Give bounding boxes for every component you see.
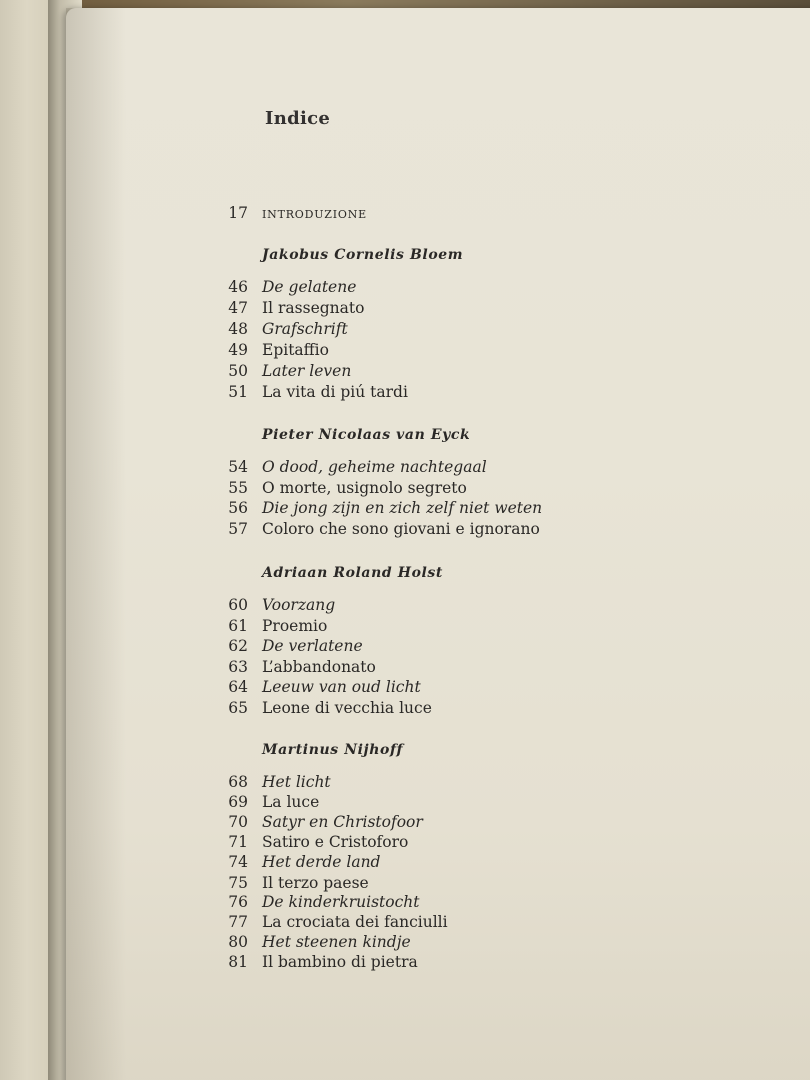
page-title: Indice [265, 108, 331, 129]
entry-page-number: 71 [228, 833, 248, 851]
entry-title: Epitaffio [262, 341, 329, 359]
entry-title: La vita di piú tardi [262, 383, 408, 401]
index-entry [200, 360, 760, 382]
entry-page-number: 49 [228, 341, 248, 359]
entry-title: Il rassegnato [262, 299, 365, 317]
entry-page-number: 47 [228, 299, 248, 317]
entry-page-number: 51 [228, 383, 248, 401]
entry-title: Het licht [262, 773, 331, 791]
entry-page-number: 64 [228, 678, 248, 696]
entry-title: Proemio [262, 617, 328, 635]
index-entry [200, 594, 760, 616]
entry-page-number: 75 [228, 874, 248, 892]
section-author: Jakobus Cornelis Bloem [262, 247, 464, 263]
index-entry [200, 676, 760, 698]
entry-title: O morte, usignolo segreto [262, 479, 467, 497]
entry-page-number: 56 [228, 499, 248, 517]
index-entry [200, 911, 760, 933]
index-entry [200, 381, 760, 403]
entry-title: Voorzang [262, 596, 336, 614]
section-author: Pieter Nicolaas van Eyck [262, 427, 471, 443]
index-entry [200, 615, 760, 637]
index-entry [200, 831, 760, 853]
entry-title: De gelatene [262, 278, 357, 296]
entry-title: Coloro che sono giovani e ignorano [262, 520, 540, 538]
index-entry [200, 318, 760, 340]
index-entry [200, 456, 760, 478]
entry-title: Het steenen kindje [262, 933, 411, 951]
index-entry [200, 771, 760, 793]
index-entry [200, 791, 760, 813]
entry-title: L’abbandonato [262, 658, 376, 676]
entry-page-number: 48 [228, 320, 248, 338]
entry-page-number: 55 [228, 479, 248, 497]
entry-page-number: 46 [228, 278, 248, 296]
entry-title: Satyr en Christofoor [262, 813, 423, 831]
entry-page-number: 54 [228, 458, 248, 476]
index-entry [200, 931, 760, 953]
entry-title: Il bambino di pietra [262, 953, 418, 971]
index-entry [200, 518, 760, 540]
entry-page-number: 50 [228, 362, 248, 380]
entry-title: Het derde land [262, 853, 381, 871]
entry-page-number: 74 [228, 853, 248, 871]
index-entry [200, 951, 760, 973]
entry-page-number: 60 [228, 596, 248, 614]
section-author: Martinus Nijhoff [262, 742, 404, 758]
index-entry [200, 891, 760, 913]
index-entry [200, 339, 760, 361]
entry-title: La luce [262, 793, 320, 811]
entry-title: La crociata dei fanciulli [262, 913, 448, 931]
entry-title: Leeuw van oud licht [262, 678, 421, 696]
section-author: Adriaan Roland Holst [262, 565, 443, 581]
index-entry [200, 297, 760, 319]
entry-page-number: 80 [228, 933, 248, 951]
index-entry [200, 656, 760, 678]
entry-title: De kinderkruistocht [262, 893, 420, 911]
entry-page-number: 62 [228, 637, 248, 655]
index-entry [200, 477, 760, 499]
entry-title: Grafschrift [262, 320, 348, 338]
index-entry [200, 635, 760, 657]
entry-title: Satiro e Cristoforo [262, 833, 409, 851]
index-entry [200, 497, 760, 519]
entry-page-number: 63 [228, 658, 248, 676]
entry-title: De verlatene [262, 637, 363, 655]
entry-title: Die jong zijn en zich zelf niet weten [262, 499, 543, 517]
entry-page-number: 70 [228, 813, 248, 831]
entry-title: INTRODUZIONE [262, 208, 367, 221]
entry-page-number: 61 [228, 617, 248, 635]
index-entry [200, 276, 760, 298]
entry-page-number: 77 [228, 913, 248, 931]
entry-page-number: 69 [228, 793, 248, 811]
entry-page-number: 17 [228, 204, 248, 222]
entry-page-number: 81 [228, 953, 248, 971]
entry-title: Leone di vecchia luce [262, 699, 432, 717]
entry-title: O dood, geheime nachtegaal [262, 458, 487, 476]
entry-page-number: 57 [228, 520, 248, 538]
index-entry [200, 811, 760, 833]
entry-page-number: 68 [228, 773, 248, 791]
entry-title: Later leven [262, 362, 352, 380]
index-entry-intro [200, 202, 760, 224]
entry-page-number: 65 [228, 699, 248, 717]
entry-title: Il terzo paese [262, 874, 369, 892]
index-entry [200, 851, 760, 873]
index-entry [200, 697, 760, 719]
entry-page-number: 76 [228, 893, 248, 911]
